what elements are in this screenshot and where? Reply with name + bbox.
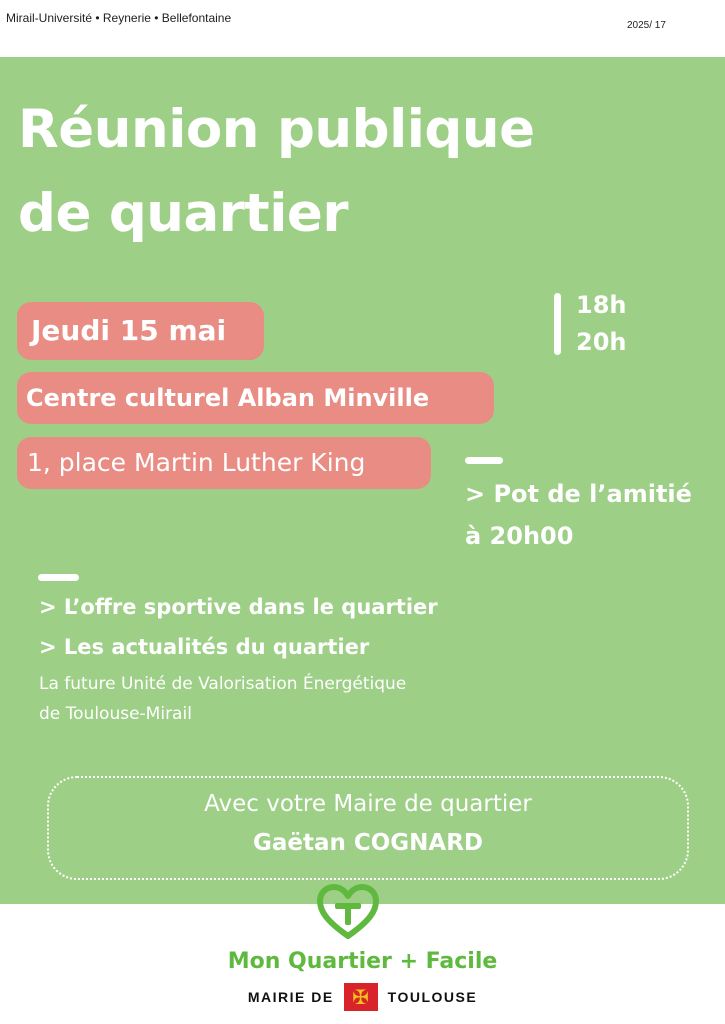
pot-line-2: à 20h00 xyxy=(465,522,574,550)
time-start: 18h xyxy=(576,291,627,319)
title-line-2: de quartier xyxy=(18,183,348,244)
mairie-label-right: TOULOUSE xyxy=(387,989,478,1005)
topics-divider xyxy=(38,574,79,581)
mayor-intro: Avec votre Maire de quartier xyxy=(204,791,532,817)
title-line-1: Réunion publique xyxy=(18,99,535,160)
location-text: Mirail-Université • Reynerie • Bellefontaine xyxy=(6,11,232,25)
occitan-cross-flag-icon: ✠ xyxy=(344,983,378,1011)
issue-number: 2025/ 17 xyxy=(627,20,666,31)
time-divider xyxy=(554,293,561,355)
time-end: 20h xyxy=(576,328,627,356)
topic-detail-line-1: La future Unité de Valorisation Énergétique xyxy=(39,674,407,694)
venue-pill: Centre culturel Alban Minville xyxy=(17,372,494,424)
topic-detail-line-2: de Toulouse-Mirail xyxy=(39,704,192,724)
mayor-name: Gaëtan COGNARD xyxy=(252,830,484,856)
topic-item-news: > Les actualités du quartier xyxy=(39,635,370,659)
date-pill: Jeudi 15 mai xyxy=(17,302,264,360)
pot-divider xyxy=(465,457,503,464)
mairie-logo xyxy=(0,983,725,1011)
pot-line-1: > Pot de l’amitié xyxy=(465,480,692,508)
heart-t-logo-icon xyxy=(315,882,381,942)
brand-name: Mon Quartier + Facile xyxy=(227,949,498,974)
page-title xyxy=(18,88,535,256)
mairie-label-left: MAIRIE DE xyxy=(247,989,334,1005)
topic-item-sport: > L’offre sportive dans le quartier xyxy=(39,595,438,619)
address-pill: 1, place Martin Luther King xyxy=(17,437,431,489)
top-bar xyxy=(0,0,725,57)
